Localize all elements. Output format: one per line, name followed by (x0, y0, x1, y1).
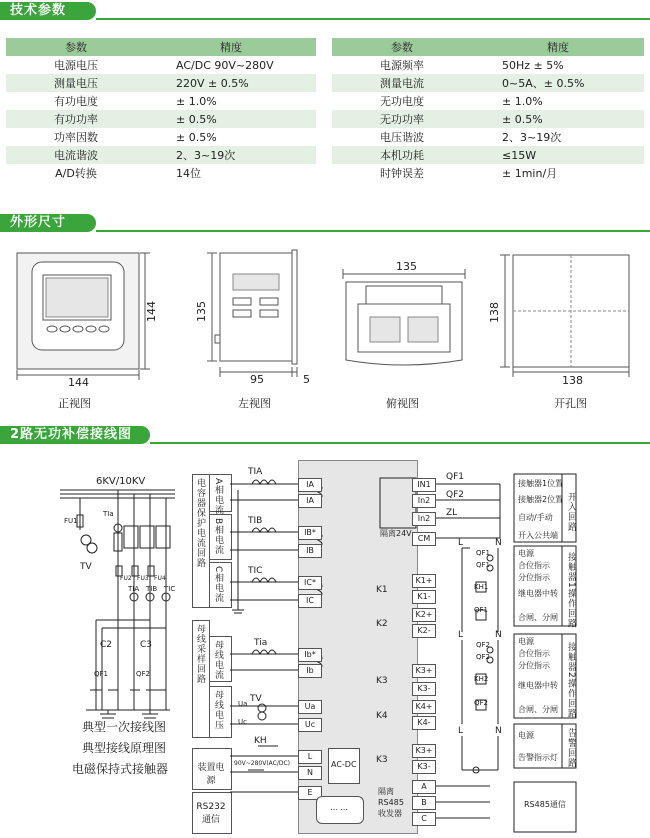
l-label-2: L (458, 630, 464, 640)
spec-value-cell: ± 0.5% (176, 130, 217, 144)
legend-op2-title: 接触器2操作回路 (566, 642, 576, 719)
terminal-left-3: IB (298, 544, 322, 558)
k3b-label: K3 (376, 755, 388, 765)
legend-item: 开入公共端 (518, 531, 558, 540)
spec-param-cell: 本机功耗 (332, 146, 472, 164)
relay-kh2: KH2 (474, 675, 489, 683)
primary-tia-label: TIa (103, 510, 114, 518)
group-busi-label: 母线电流 (213, 640, 223, 680)
spec-param-cell: 有功电度 (54, 95, 98, 108)
sw-qf1-label: QF1 (446, 472, 464, 482)
spec-value-cell: ± 1.0% (176, 94, 217, 108)
spec-value-cell: 0~5A、± 0.5% (472, 74, 644, 92)
left-view-caption: 左视图 (238, 397, 271, 410)
ct-tia-label: TIA (248, 467, 263, 477)
front-view-caption: 正视图 (58, 397, 91, 410)
k3-label: K3 (376, 676, 388, 686)
k2-label: K2 (376, 619, 388, 629)
legend-input-title: 开入回路 (566, 492, 576, 532)
relay-qf2-b: QF2 (476, 653, 490, 661)
terminal-left-12: E (298, 786, 322, 800)
legend-item: 继电器中转 (518, 681, 558, 690)
section-tech-title: 技术参数 (10, 3, 67, 18)
spec-value-cell: ± 1.0% (502, 94, 543, 108)
legend-alarm-title: 告警回路 (566, 728, 576, 768)
spec-value-cell: 2、3~19次 (502, 131, 562, 144)
terminal-right-13: K3- (412, 760, 436, 774)
legend-item: 分位指示 (518, 573, 550, 582)
legend-rs485-label: RS485通信 (524, 800, 566, 809)
terminal-right-12: K3+ (412, 744, 436, 758)
spec-param-cell: 无功功率 (332, 110, 472, 128)
legend-item: 接触器1位置 (518, 479, 564, 488)
terminal-right-11: K4- (412, 716, 436, 730)
terminal-right-5: K1- (412, 590, 436, 604)
left-height-label: 135 (195, 301, 208, 322)
legend-item: 分位指示 (518, 661, 550, 670)
spec-param-cell: 功率因数 (54, 131, 98, 144)
legend-item: 告警指示灯 (518, 753, 558, 762)
kh-label: KH (254, 736, 267, 746)
relay-kh1: KH1 (474, 583, 489, 591)
terminal-right-1: In2 (412, 494, 436, 508)
terminal-right-9: K3- (412, 682, 436, 696)
primary-fu2-label: FU2 (120, 575, 132, 582)
l-label-3: L (458, 726, 464, 736)
terminal-right-2: In2 (412, 512, 436, 526)
group-rs232-label: RS232通信 (196, 802, 226, 825)
spec-param-cell: 电压谐波 (380, 131, 424, 144)
k1-label: K1 (376, 585, 388, 595)
primary-qf2-label: QF2 (136, 670, 150, 678)
terminal-right-6: K2+ (412, 608, 436, 622)
section-dims-title: 外形尺寸 (10, 215, 67, 230)
group-prot-label: 电容器保护电流回路 (195, 478, 205, 568)
legend-item: 电源 (518, 637, 534, 646)
spec-value-cell: AC/DC 90V~280V (176, 58, 274, 72)
spec-value-cell: ≤15W (472, 146, 644, 164)
primary-ct-c-label: TIC (164, 585, 176, 593)
terminal-right-8: K3+ (412, 664, 436, 678)
ua-label: Ua (238, 700, 248, 708)
primary-ct-b-label: TIB (146, 585, 158, 593)
primary-fu4-label: FU4 (154, 575, 166, 582)
legend-item: 合位指示 (518, 561, 550, 570)
top-view-caption: 俯视图 (386, 397, 419, 410)
terminal-right-3: CM (412, 532, 436, 546)
terminal-left-11: N (298, 766, 322, 780)
group-b-label: B相电流 (213, 518, 223, 556)
spec-value-cell: 14位 (176, 167, 201, 180)
legend-item: 合位指示 (518, 649, 550, 658)
primary-c3-label: C3 (140, 640, 153, 650)
spec-param-cell: 电源频率 (380, 59, 424, 72)
tv-label: TV (250, 694, 262, 704)
terminal-left-1: IA (298, 494, 322, 508)
left-depth-label: 95 (250, 373, 264, 386)
spec-value-cell: 50Hz ± 5% (502, 58, 564, 72)
terminal-right-0: IN1 (412, 478, 436, 492)
isolate-24v-label: 隔离24V (380, 529, 412, 538)
terminal-left-4: IC* (298, 576, 322, 590)
top-width-label: 135 (396, 260, 417, 273)
terminal-left-0: IA (298, 478, 322, 492)
ct-tia-bus-label: Tia (254, 638, 268, 648)
group-c-label: C相电流 (213, 566, 223, 604)
spec-value-cell: 2、3~19次 (146, 146, 316, 164)
sw-qf2-label: QF2 (446, 490, 464, 500)
spec-value-cell: ± 0.5% (146, 110, 316, 128)
legend-item: 合闸、分闸 (518, 705, 558, 714)
n-label-3: N (495, 726, 502, 736)
terminal-left-7: Ib (298, 664, 322, 678)
legend-item: 电源 (518, 549, 534, 558)
left-extra-label: 5 (303, 373, 310, 386)
terminal-right-4: K1+ (412, 574, 436, 588)
section-wiring-title: 2路无功补偿接线图 (10, 427, 133, 442)
ct-tib-label: TIB (248, 516, 263, 526)
spec-param-cell: 电源电压 (54, 59, 98, 72)
n-label-1: N (495, 538, 502, 548)
caption-principle: 典型接线原理图 (82, 741, 167, 755)
power-range-label: 90V~280V(AC/DC) (234, 760, 291, 767)
spec-param-cell: A/D转换 (55, 167, 97, 180)
legend-op1-title: 接触器1操作回路 (566, 552, 576, 629)
sw-zl-label: ZL (446, 508, 458, 518)
terminal-right-16: C (412, 812, 436, 826)
caption-primary: 典型一次接线图 (82, 720, 167, 734)
terminal-right-10: K4+ (412, 700, 436, 714)
spec-value-cell: ± 1min/月 (502, 167, 558, 180)
group-a-label: A相电流 (213, 478, 223, 516)
terminal-right-7: K2- (412, 624, 436, 638)
spec-param-cell: 测量电压 (6, 74, 146, 92)
legend-item: 接触器2位置 (518, 495, 564, 504)
n-label-2: N (495, 630, 502, 640)
terminal-right-15: B (412, 796, 436, 810)
terminal-left-9: Uc (298, 718, 322, 732)
terminal-left-6: Ib* (298, 648, 322, 662)
spec-param-cell: 时钟误差 (380, 167, 424, 180)
uc-label: Uc (238, 718, 247, 726)
spec-param-cell: 电流谐波 (6, 146, 146, 164)
group-power-label: 装置电源 (197, 763, 225, 786)
spec-param-cell: 无功电度 (380, 95, 424, 108)
hole-width-label: 138 (562, 374, 583, 387)
spec-value-cell: 220V ± 0.5% (146, 74, 316, 92)
primary-tv-label: TV (80, 562, 92, 572)
caption-contactor: 电磁保持式接触器 (72, 762, 169, 776)
spec-value-cell: ± 0.5% (472, 110, 644, 128)
terminal-left-2: IB* (298, 526, 322, 540)
db9-connector: ⋯⋯ (316, 796, 364, 824)
terminal-left-5: IC (298, 594, 322, 608)
spec-param-cell: 测量电流 (332, 74, 472, 92)
primary-ct-a-label: TIA (128, 585, 140, 593)
front-height-label: 144 (145, 301, 158, 322)
group-busv-label: 母线电压 (213, 690, 223, 730)
front-width-label: 144 (68, 376, 89, 389)
l-label-1: L (458, 538, 464, 548)
relay-qf1-a: QF1 (476, 549, 490, 557)
ct-tic-label: TIC (248, 566, 263, 576)
primary-qf1-label: QF1 (94, 670, 108, 678)
relay-qf2-c: QF2 (474, 699, 488, 707)
relay-qf1-b: QF1 (476, 561, 490, 569)
legend-item: 合闸、分闸 (518, 613, 558, 622)
primary-voltage-label: 6KV/10KV (96, 476, 146, 487)
legend-item: 电源 (518, 731, 534, 740)
hole-height-label: 138 (488, 302, 501, 323)
legend-item: 继电器中转 (518, 589, 558, 598)
primary-c2-label: C2 (100, 640, 113, 650)
spec-header-precision: 精度 (146, 38, 316, 56)
hole-view-caption: 开孔图 (554, 397, 587, 410)
primary-fu3-label: FU3 (137, 575, 149, 582)
terminal-left-8: Ua (298, 700, 322, 714)
spec-header-param: 参数 (6, 38, 146, 56)
group-bus-label: 母线采样回路 (195, 624, 205, 684)
spec-header-precision: 精度 (472, 38, 644, 56)
spec-header-param: 参数 (332, 38, 472, 56)
rs485-transceiver-label: 隔离RS485收发器 (378, 787, 404, 818)
k4-label: K4 (376, 711, 388, 721)
terminal-left-10: L (298, 750, 322, 764)
relay-qf1-c: QF1 (474, 606, 488, 614)
primary-fu1-label: FU1 (64, 517, 78, 525)
acdc-label: AC-DC (331, 760, 357, 769)
relay-qf2-a: QF2 (476, 641, 490, 649)
terminal-right-14: A (412, 780, 436, 794)
legend-item: 自动/手动 (518, 513, 553, 522)
spec-param-cell: 有功功率 (6, 110, 146, 128)
